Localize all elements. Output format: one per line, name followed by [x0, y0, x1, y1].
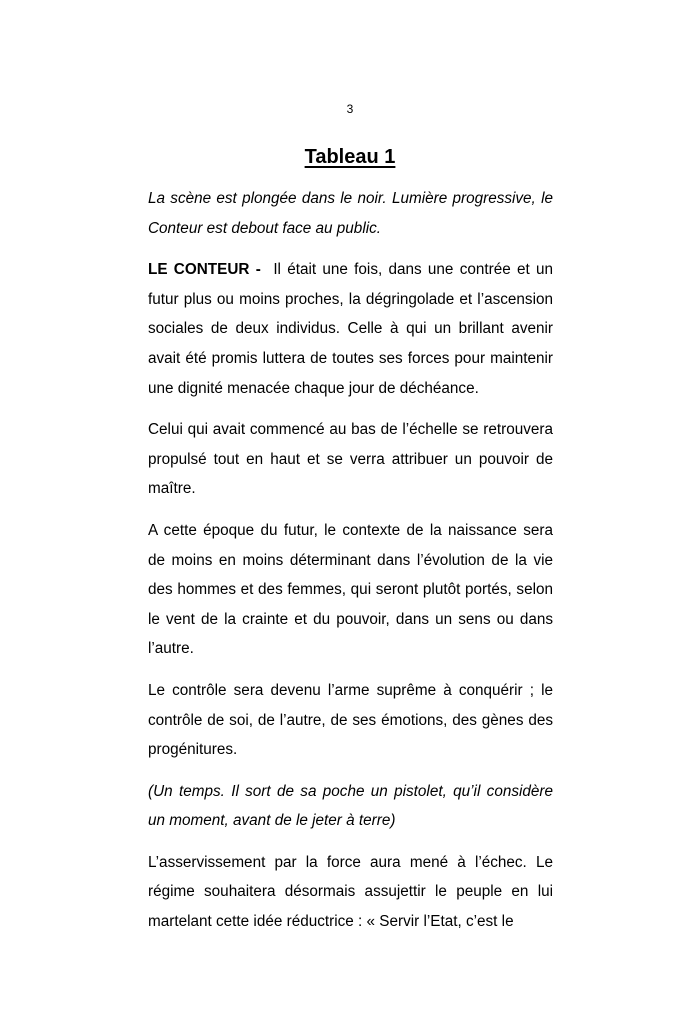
- paragraph-text: Il était une fois, dans une contrée et un futur plus ou moins proches, la dégringolade et l’ascension sociales de deux individus. Celle à qui un brillant avenir avait été promis luttera de toutes ses forces pour maintenir une dignité menacée chaque jour de déchéance.: [148, 261, 553, 397]
- page-title: Tableau 1: [304, 146, 396, 168]
- paragraph: Le contrôle sera devenu l’arme suprême à conquérir ; le contrôle de soi, de l’autre, de ses émotions, des gènes des progénitures.: [148, 681, 553, 759]
- document-body: [148, 184, 553, 949]
- paragraph: A cette époque du futur, le contexte de la naissance sera de moins en moins déterminant dans l’évolution de la vie des hommes et des femmes, qui seront plutôt portés, selon le vent de la crainte et du pouvoir, dans un sens ou dans l’autre.: [148, 521, 553, 658]
- speaker-label: LE CONTEUR -: [148, 261, 261, 279]
- stage-direction: (Un temps. Il sort de sa poche un pistolet, qu’il considère un moment, avant de le jeter à terre): [148, 782, 553, 830]
- speech-paragraph: [148, 255, 553, 403]
- page-number: 3: [346, 102, 354, 116]
- paragraph: L’asservissement par la force aura mené à l’échec. Le régime souhaitera désormais assujettir le peuple en lui martelant cette idée réductrice : « Servir l’Etat, c’est le: [148, 853, 553, 931]
- paragraph: Celui qui avait commencé au bas de l’échelle se retrouvera propulsé tout en haut et se verra attribuer un pouvoir de maître.: [148, 421, 553, 498]
- stage-direction: La scène est plongée dans le noir. Lumière progressive, le Conteur est debout face au public.: [148, 190, 553, 237]
